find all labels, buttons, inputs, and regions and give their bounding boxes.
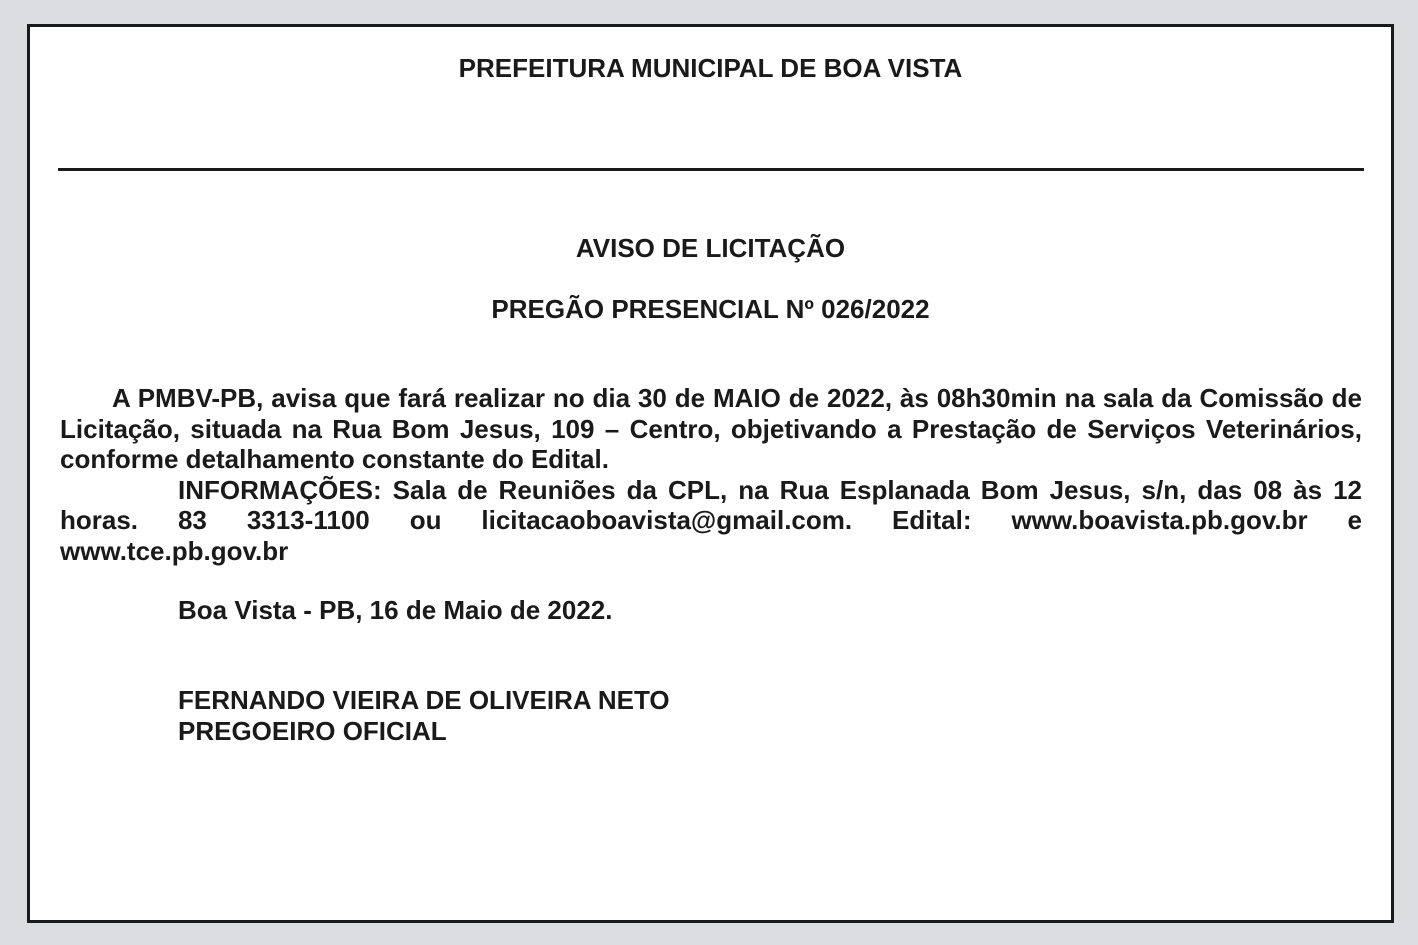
signer-role: PREGOEIRO OFICIAL [178, 715, 447, 746]
place-and-date: Boa Vista - PB, 16 de Maio de 2022. [178, 595, 613, 625]
signer-name: FERNANDO VIEIRA DE OLIVEIRA NETO [178, 685, 670, 715]
header-divider [58, 168, 1364, 171]
notice-subtitle: PREGÃO PRESENCIAL Nº 026/2022 [491, 294, 930, 324]
notice-paragraph-information: INFORMAÇÕES: Sala de Reuniões da CPL, na Rua Esplanada Bom Jesus, s/n, das 08 às 12 horas. 83 3313-1100 ou licitacaoboavista@gmail.com. Edital: www.boavista.pb.gov.br e www.tce.pb.gov.br [60, 474, 1362, 566]
notice-title: AVISO DE LICITAÇÃO [575, 233, 846, 263]
notice-document [27, 24, 1394, 923]
notice-body [60, 383, 1362, 566]
notice-paragraph-announcement: A PMBV-PB, avisa que fará realizar no dia 30 de MAIO de 2022, às 08h30min na sala da Comissão de Licitação, situada na Rua Bom Jesus, 109 – Centro, objetivando a Prestação de Serviços Veterinários, conforme detalhamento constante do Edital. [60, 383, 1362, 474]
signature-block [178, 685, 670, 746]
organization-title: PREFEITURA MUNICIPAL DE BOA VISTA [458, 53, 963, 83]
